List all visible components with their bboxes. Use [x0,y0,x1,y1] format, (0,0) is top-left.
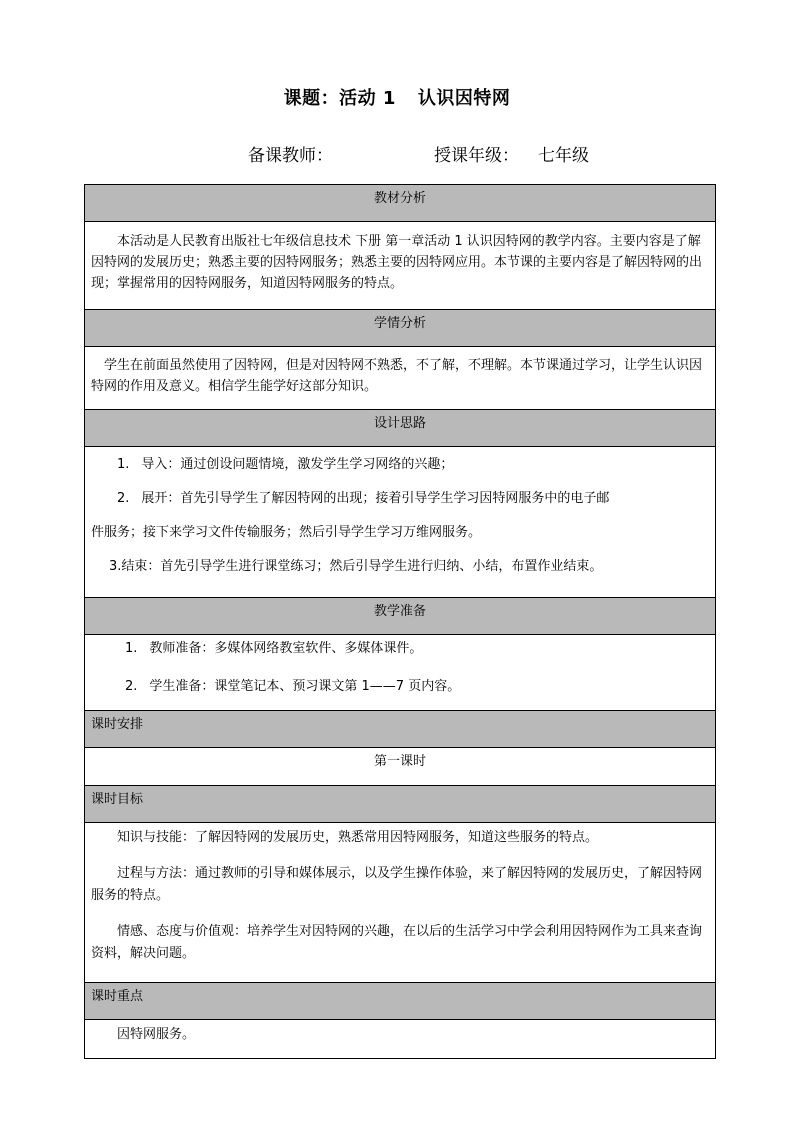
design-body [85,447,715,598]
title-lesson-number: 课题：活动 1 [283,88,396,109]
prep-heading: 教学准备 [85,598,715,635]
key-text: 因特网服务。 [117,1027,196,1042]
students-body [85,347,715,410]
grade-label: 授课年级： [434,146,519,166]
design-item-2-text: 展开：首先引导学生了解因特网的出现；接着引导学生学习因特网服务中的电子邮 [141,491,610,506]
prep-item-2-text: 学生准备：课堂笔记本、预习课文第 1——7 页内容。 [149,679,461,694]
prep-item-2 [91,677,709,697]
design-item-2-continued: 件服务；接下来学习文件传输服务；然后引导学生学习万维网服务。 [91,525,482,540]
design-item-2 [91,489,709,509]
prep-body [85,635,715,711]
students-heading: 学情分析 [85,310,715,347]
design-item-3: 3.结束：首先引导学生进行课堂练习；然后引导学生进行归纳、小结，布置作业结束。 [109,559,603,574]
students-text: 学生在前面虽然使用了因特网，但是对因特网不熟悉，不了解，不理解。本节课通过学习，让学生认识因特网的作用及意义。相信学生能学好这部分知识。 [91,358,703,394]
prep-item-1-number: 1. [125,641,138,656]
key-body [85,1020,715,1058]
prep-item-1-text: 教师准备：多媒体网络教室软件、多媒体课件。 [149,641,423,656]
goal-attitude: 情感、态度与价值观：培养学生对因特网的兴趣，在以后的生活学习中学会利用因特网作为工具来查询资料，解决问题。 [91,924,703,961]
schedule-value: 第一课时 [373,754,426,769]
design-item-2-number: 2. [117,491,130,506]
grade-value: 七年级 [538,146,589,166]
material-body [85,222,715,310]
goals-body [85,823,715,983]
lesson-title [0,84,794,110]
design-item-1-number: 1. [117,457,130,472]
key-heading: 课时重点 [85,983,715,1020]
lesson-plan-table [84,184,716,1059]
teacher-label: 备课教师： [248,146,333,166]
design-heading: 设计思路 [85,410,715,447]
goals-heading: 课时目标 [85,786,715,823]
design-item-1 [91,455,709,475]
prep-item-2-number: 2. [125,679,138,694]
prep-item-1 [91,639,709,659]
title-lesson-name: 认识因特网 [417,88,511,109]
goal-knowledge: 知识与技能：了解因特网的发展历史，熟悉常用因特网服务，知道这些服务的特点。 [117,830,599,845]
material-heading: 教材分析 [85,185,715,222]
schedule-heading: 课时安排 [85,711,715,748]
schedule-body [85,748,715,786]
lesson-meta [248,141,589,166]
design-item-1-text: 导入：通过创设问题情境，激发学生学习网络的兴趣； [141,457,454,472]
material-text: 本活动是人民教育出版社七年级信息技术 下册 第一章活动 1 认识因特网的教学内容。主要内容是了解因特网的发展历史；熟悉主要的因特网服务；熟悉主要的因特网应用。本节课的主要内容是了解因特网的出现；掌握常用的因特网服务，知道因特网服务的特点。 [91,234,703,291]
goal-process: 过程与方法：通过教师的引导和媒体展示，以及学生操作体验，来了解因特网的发展历史，了解因特网服务的特点。 [91,866,703,903]
